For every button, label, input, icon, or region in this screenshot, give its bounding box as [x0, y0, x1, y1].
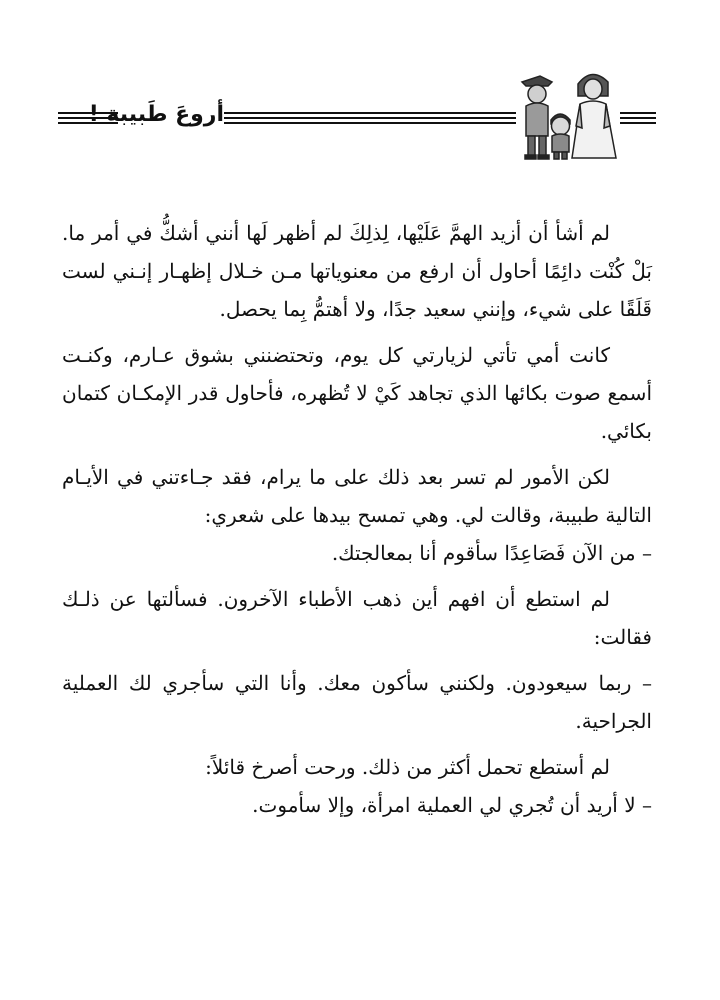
chapter-header: [58, 62, 658, 166]
boy-figure: [551, 114, 570, 159]
paragraph-5: لم أستطع تحمل أكثر من ذلك. ورحت أصرخ قائلاً:: [205, 755, 610, 779]
paragraph-4: لم استطع أن افهم أين ذهب الأطباء الآخرون. فسألتها عن ذلـك فقالت:: [62, 587, 652, 649]
woman-figure: [572, 74, 616, 158]
paragraph-1: لم أشأ أن أزيد الهمَّ عَلَيْها، لِذلِكَ لم أظهر لَها أنني أشكُّ في أمر ما. بَلْ كُنْت دائِمًا أحاول أن ارفع من معنوياتها مـن خـلال إظهـار إنـني لست قَلَقًا على شيء، وإنني سعيد جدًا، ولا أهتمُّ بِما يحصل.: [62, 221, 652, 321]
header-rule-right: [620, 112, 656, 126]
man-figure: [522, 76, 552, 159]
family-illustration-icon: [518, 62, 618, 162]
story-text: [62, 214, 652, 832]
paragraph-3: لكن الأمور لم تسر بعد ذلك على ما يرام، فقد جـاءتني في الأيـام التالية طبيبة، وقالت لي. وهي تمسح بيدها على شعري:: [62, 465, 652, 527]
header-rule-middle: [224, 112, 516, 126]
dialogue-line-3: – لا أريد أن تُجري لي العملية امرأة، وإلا سأموت.: [252, 793, 652, 817]
chapter-title: أروعَ طَبيبة !: [88, 102, 224, 127]
dialogue-line-2: – ربما سيعودون. ولكنني سأكون معك. وأنا التي سأجري لك العملية الجراحية.: [62, 671, 652, 733]
dialogue-line-1: – من الآن فَصَاعِدًا سأقوم أنا بمعالجتك.: [331, 541, 652, 565]
paragraph-2: كانت أمي تأتي لزيارتي كل يوم، وتحتضنني بشوق عـارم، وكنـت أسمع صوت بكائها الذي تجاهد كَيْ لا تُظهره، فأحاول قدر الإمكـان كتمان بكائي.: [62, 343, 652, 443]
